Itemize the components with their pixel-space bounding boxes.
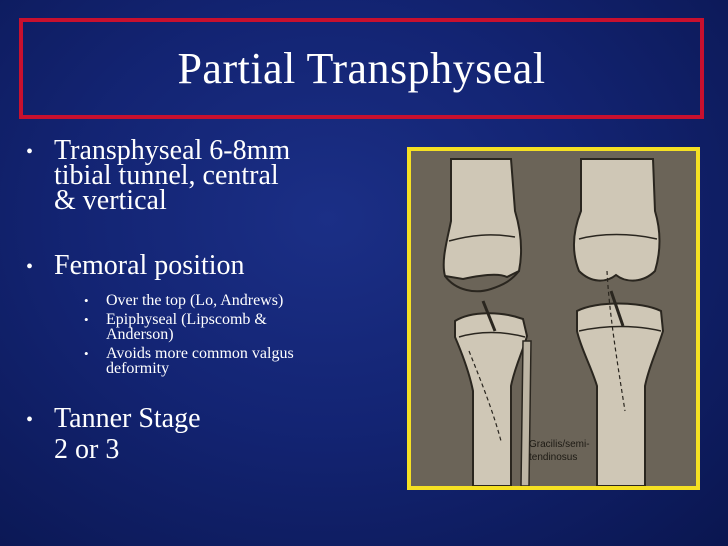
figure-label: Gracilis/semi- xyxy=(529,439,590,450)
sub-bullet-marker: • xyxy=(84,293,89,308)
sub-bullet-marker: • xyxy=(84,346,89,361)
bullet-text-line: Transphyseal 6-8mm xyxy=(54,135,291,166)
sub-bullet-text: Avoids more common valgus xyxy=(106,345,294,362)
bullet-text-line: & vertical xyxy=(54,185,167,216)
sub-bullet-item xyxy=(84,345,376,377)
sub-bullet-text: Epiphyseal (Lipscomb & xyxy=(106,311,267,328)
slide-title: Partial Transphyseal xyxy=(177,44,546,93)
figure-label: tendinosus xyxy=(529,452,578,463)
sub-bullet-item xyxy=(84,311,376,343)
bullet-marker: • xyxy=(26,409,34,431)
sub-bullet-list xyxy=(84,292,376,377)
bullet-marker: • xyxy=(26,256,34,278)
bullet-text-line: tibial tunnel, central xyxy=(54,160,279,191)
sub-bullet-item xyxy=(84,292,376,309)
sub-bullet-text: Over the top (Lo, Andrews) xyxy=(106,292,284,309)
knee-illustration xyxy=(407,147,700,490)
bullet-transphyseal xyxy=(26,135,376,216)
sub-bullet-text: Anderson) xyxy=(106,326,174,343)
bullet-femoral-position xyxy=(26,250,376,281)
bullet-text-line: Femoral position xyxy=(54,250,245,281)
title-frame xyxy=(19,18,704,119)
knee-drawing xyxy=(411,151,696,486)
bullet-marker: • xyxy=(26,141,34,163)
bullet-list xyxy=(26,135,376,466)
bullet-text-line: 2 or 3 xyxy=(54,434,120,465)
sub-bullet-marker: • xyxy=(84,312,89,327)
bullet-tanner-stage xyxy=(26,403,376,434)
sub-bullet-text: deformity xyxy=(106,360,170,377)
bullet-text-line: Tanner Stage xyxy=(54,403,201,434)
